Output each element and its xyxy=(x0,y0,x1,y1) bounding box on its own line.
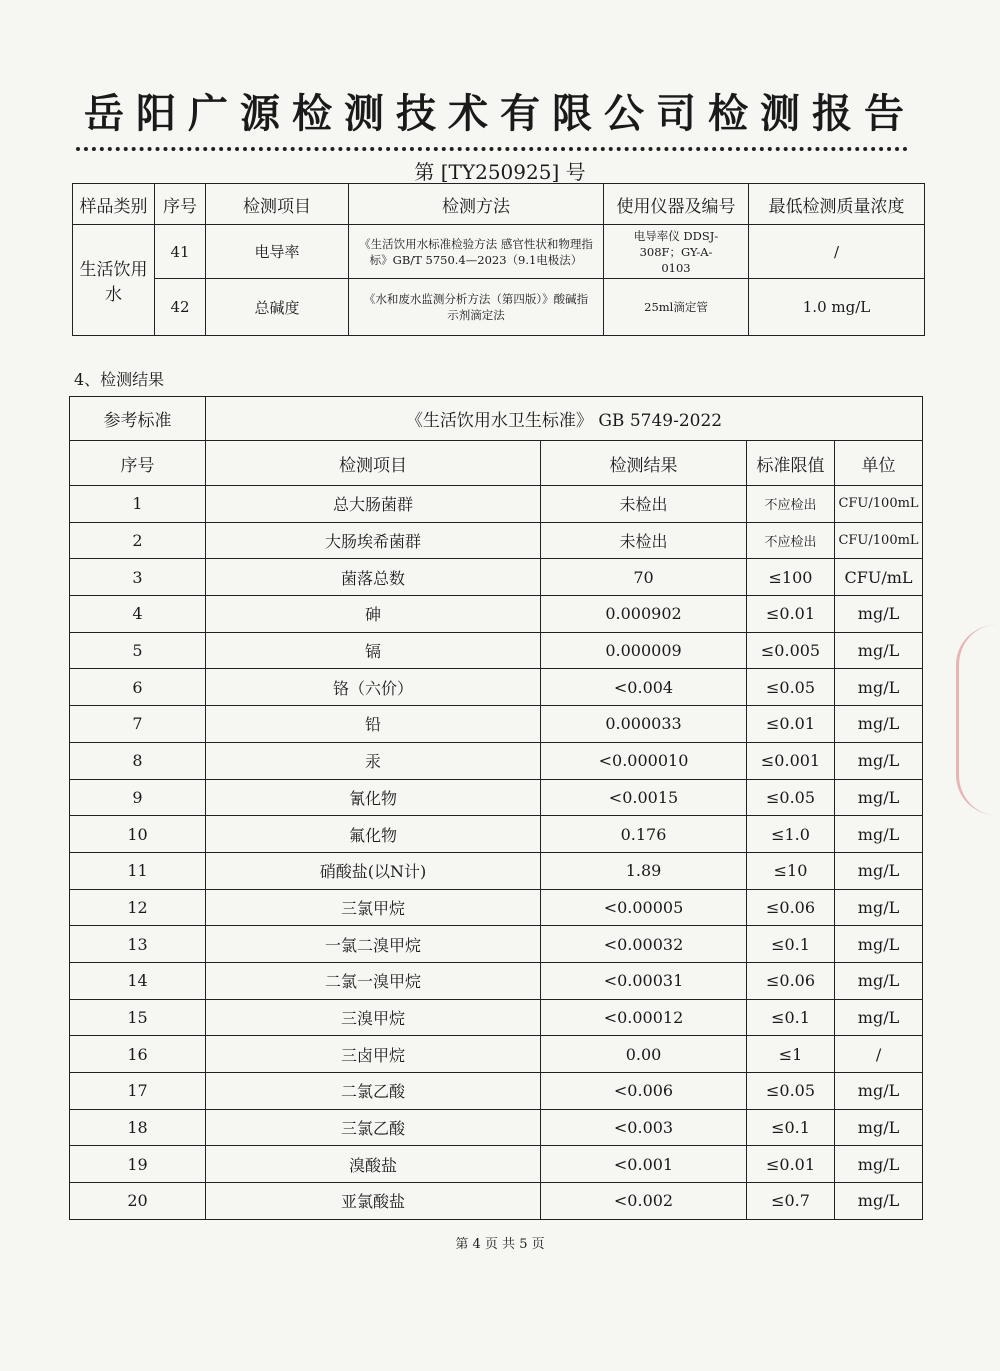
table-row xyxy=(70,926,923,963)
row-min-conc: / xyxy=(749,225,925,279)
row-limit: ≤0.01 xyxy=(747,706,835,743)
row-limit: ≤0.1 xyxy=(747,1109,835,1146)
row-limit: ≤0.005 xyxy=(747,632,835,669)
sample-category: 生活饮用水 xyxy=(73,225,155,336)
report-number: 第 [TY250925] 号 xyxy=(414,160,586,184)
row-item: 电导率 xyxy=(206,225,349,279)
row-limit: ≤1 xyxy=(747,1036,835,1073)
row-limit: 不应检出 xyxy=(747,486,835,523)
header-cell: 检测方法 xyxy=(349,184,604,225)
row-unit: mg/L xyxy=(835,816,923,853)
row-result: <0.003 xyxy=(541,1109,747,1146)
row-unit: mg/L xyxy=(835,632,923,669)
row-unit: mg/L xyxy=(835,962,923,999)
row-no: 9 xyxy=(70,779,206,816)
row-unit: mg/L xyxy=(835,706,923,743)
row-result: 70 xyxy=(541,559,747,596)
row-result: <0.0015 xyxy=(541,779,747,816)
row-unit: mg/L xyxy=(835,779,923,816)
table-row xyxy=(70,632,923,669)
title-divider xyxy=(76,147,908,151)
row-method: 《水和废水监测分析方法（第四版）》酸碱指示剂滴定法 xyxy=(349,279,604,336)
table-row xyxy=(70,816,923,853)
row-result: <0.00031 xyxy=(541,962,747,999)
row-item: 三卤甲烷 xyxy=(206,1036,541,1073)
row-limit: ≤0.1 xyxy=(747,999,835,1036)
row-result: 0.000033 xyxy=(541,706,747,743)
row-limit: 不应检出 xyxy=(747,522,835,559)
row-result: 0.00 xyxy=(541,1036,747,1073)
row-no: 42 xyxy=(155,279,206,336)
row-item: 二氯乙酸 xyxy=(206,1073,541,1110)
row-result: <0.001 xyxy=(541,1146,747,1183)
row-result: <0.006 xyxy=(541,1073,747,1110)
table-row xyxy=(70,1109,923,1146)
row-no: 18 xyxy=(70,1109,206,1146)
section-heading: 4、检测结果 xyxy=(74,370,165,389)
row-no: 10 xyxy=(70,816,206,853)
header-cell: 最低检测质量浓度 xyxy=(749,184,925,225)
row-item: 汞 xyxy=(206,742,541,779)
row-limit: ≤0.05 xyxy=(747,1073,835,1110)
row-no: 11 xyxy=(70,852,206,889)
table-row xyxy=(70,1036,923,1073)
row-item: 氟化物 xyxy=(206,816,541,853)
row-unit: CFU/100mL xyxy=(835,486,923,523)
table-row xyxy=(73,225,925,279)
header-cell: 使用仪器及编号 xyxy=(604,184,749,225)
row-method: 《生活饮用水标准检验方法 感官性状和物理指标》GB/T 5750.4—2023（9.1电极法） xyxy=(349,225,604,279)
table-row xyxy=(70,1183,923,1220)
row-no: 5 xyxy=(70,632,206,669)
table-row xyxy=(70,742,923,779)
table-row xyxy=(70,596,923,633)
header-cell: 单位 xyxy=(835,441,923,486)
table-row xyxy=(70,486,923,523)
reference-standard-row xyxy=(70,397,923,441)
row-item: 铅 xyxy=(206,706,541,743)
row-item: 砷 xyxy=(206,596,541,633)
row-limit: ≤0.1 xyxy=(747,926,835,963)
row-result: 未检出 xyxy=(541,522,747,559)
row-limit: ≤0.01 xyxy=(747,1146,835,1183)
row-item: 三氯甲烷 xyxy=(206,889,541,926)
row-no: 8 xyxy=(70,742,206,779)
row-unit: mg/L xyxy=(835,742,923,779)
row-limit: ≤0.06 xyxy=(747,962,835,999)
row-result: 未检出 xyxy=(541,486,747,523)
header-cell: 标准限值 xyxy=(747,441,835,486)
row-no: 15 xyxy=(70,999,206,1036)
row-unit: mg/L xyxy=(835,596,923,633)
row-item: 总碱度 xyxy=(206,279,349,336)
table-row xyxy=(70,559,923,596)
row-limit: ≤0.06 xyxy=(747,889,835,926)
header-cell: 序号 xyxy=(70,441,206,486)
row-no: 12 xyxy=(70,889,206,926)
row-instrument: 电导率仪 DDSJ-308F；GY-A-0103 xyxy=(604,225,749,279)
row-unit: / xyxy=(835,1036,923,1073)
row-instrument: 25ml滴定管 xyxy=(604,279,749,336)
row-result: <0.002 xyxy=(541,1183,747,1220)
table-row xyxy=(73,279,925,336)
row-limit: ≤0.7 xyxy=(747,1183,835,1220)
table-row xyxy=(70,669,923,706)
row-result: 1.89 xyxy=(541,852,747,889)
row-result: 0.000902 xyxy=(541,596,747,633)
row-result: <0.000010 xyxy=(541,742,747,779)
page-footer: 第 4 页 共 5 页 xyxy=(455,1237,545,1252)
row-no: 1 xyxy=(70,486,206,523)
row-item: 总大肠菌群 xyxy=(206,486,541,523)
row-limit: ≤1.0 xyxy=(747,816,835,853)
row-no: 6 xyxy=(70,669,206,706)
table-row xyxy=(70,889,923,926)
table-row xyxy=(70,999,923,1036)
method-table xyxy=(72,183,925,336)
table-row xyxy=(70,1073,923,1110)
results-table xyxy=(69,396,923,1220)
method-table-header xyxy=(73,184,925,225)
row-unit: mg/L xyxy=(835,1109,923,1146)
row-result: <0.00032 xyxy=(541,926,747,963)
row-item: 一氯二溴甲烷 xyxy=(206,926,541,963)
reference-label: 参考标准 xyxy=(70,397,206,441)
row-item: 三氯乙酸 xyxy=(206,1109,541,1146)
row-no: 41 xyxy=(155,225,206,279)
row-limit: ≤0.05 xyxy=(747,669,835,706)
reference-value: 《生活饮用水卫生标准》 GB 5749-2022 xyxy=(206,397,923,441)
row-unit: CFU/mL xyxy=(835,559,923,596)
row-no: 16 xyxy=(70,1036,206,1073)
row-no: 14 xyxy=(70,962,206,999)
row-result: 0.176 xyxy=(541,816,747,853)
row-limit: ≤0.01 xyxy=(747,596,835,633)
row-unit: mg/L xyxy=(835,669,923,706)
row-result: 0.000009 xyxy=(541,632,747,669)
row-item: 溴酸盐 xyxy=(206,1146,541,1183)
header-cell: 检测结果 xyxy=(541,441,747,486)
header-cell: 序号 xyxy=(155,184,206,225)
row-unit: CFU/100mL xyxy=(835,522,923,559)
row-unit: mg/L xyxy=(835,852,923,889)
row-limit: ≤100 xyxy=(747,559,835,596)
table-row xyxy=(70,779,923,816)
row-unit: mg/L xyxy=(835,1146,923,1183)
row-no: 3 xyxy=(70,559,206,596)
row-item: 三溴甲烷 xyxy=(206,999,541,1036)
row-item: 硝酸盐(以N计) xyxy=(206,852,541,889)
header-cell: 样品类别 xyxy=(73,184,155,225)
row-no: 19 xyxy=(70,1146,206,1183)
row-item: 氰化物 xyxy=(206,779,541,816)
row-limit: ≤10 xyxy=(747,852,835,889)
report-title: 岳阳广源检测技术有限公司检测报告 xyxy=(84,90,916,137)
row-item: 铬（六价） xyxy=(206,669,541,706)
row-limit: ≤0.001 xyxy=(747,742,835,779)
row-item: 二氯一溴甲烷 xyxy=(206,962,541,999)
row-unit: mg/L xyxy=(835,926,923,963)
row-item: 亚氯酸盐 xyxy=(206,1183,541,1220)
row-result: <0.00012 xyxy=(541,999,747,1036)
table-row xyxy=(70,1146,923,1183)
row-unit: mg/L xyxy=(835,889,923,926)
table-row xyxy=(70,706,923,743)
header-cell: 检测项目 xyxy=(206,184,349,225)
row-item: 镉 xyxy=(206,632,541,669)
row-item: 菌落总数 xyxy=(206,559,541,596)
row-no: 2 xyxy=(70,522,206,559)
row-min-conc: 1.0 mg/L xyxy=(749,279,925,336)
row-result: <0.004 xyxy=(541,669,747,706)
row-limit: ≤0.05 xyxy=(747,779,835,816)
header-cell: 检测项目 xyxy=(206,441,541,486)
row-no: 7 xyxy=(70,706,206,743)
table-row xyxy=(70,852,923,889)
row-item: 大肠埃希菌群 xyxy=(206,522,541,559)
row-unit: mg/L xyxy=(835,999,923,1036)
table-row xyxy=(70,962,923,999)
row-no: 4 xyxy=(70,596,206,633)
results-header xyxy=(70,441,923,486)
seal-stamp xyxy=(956,625,999,815)
row-unit: mg/L xyxy=(835,1073,923,1110)
row-no: 17 xyxy=(70,1073,206,1110)
table-row xyxy=(70,522,923,559)
row-unit: mg/L xyxy=(835,1183,923,1220)
row-no: 20 xyxy=(70,1183,206,1220)
row-result: <0.00005 xyxy=(541,889,747,926)
row-no: 13 xyxy=(70,926,206,963)
